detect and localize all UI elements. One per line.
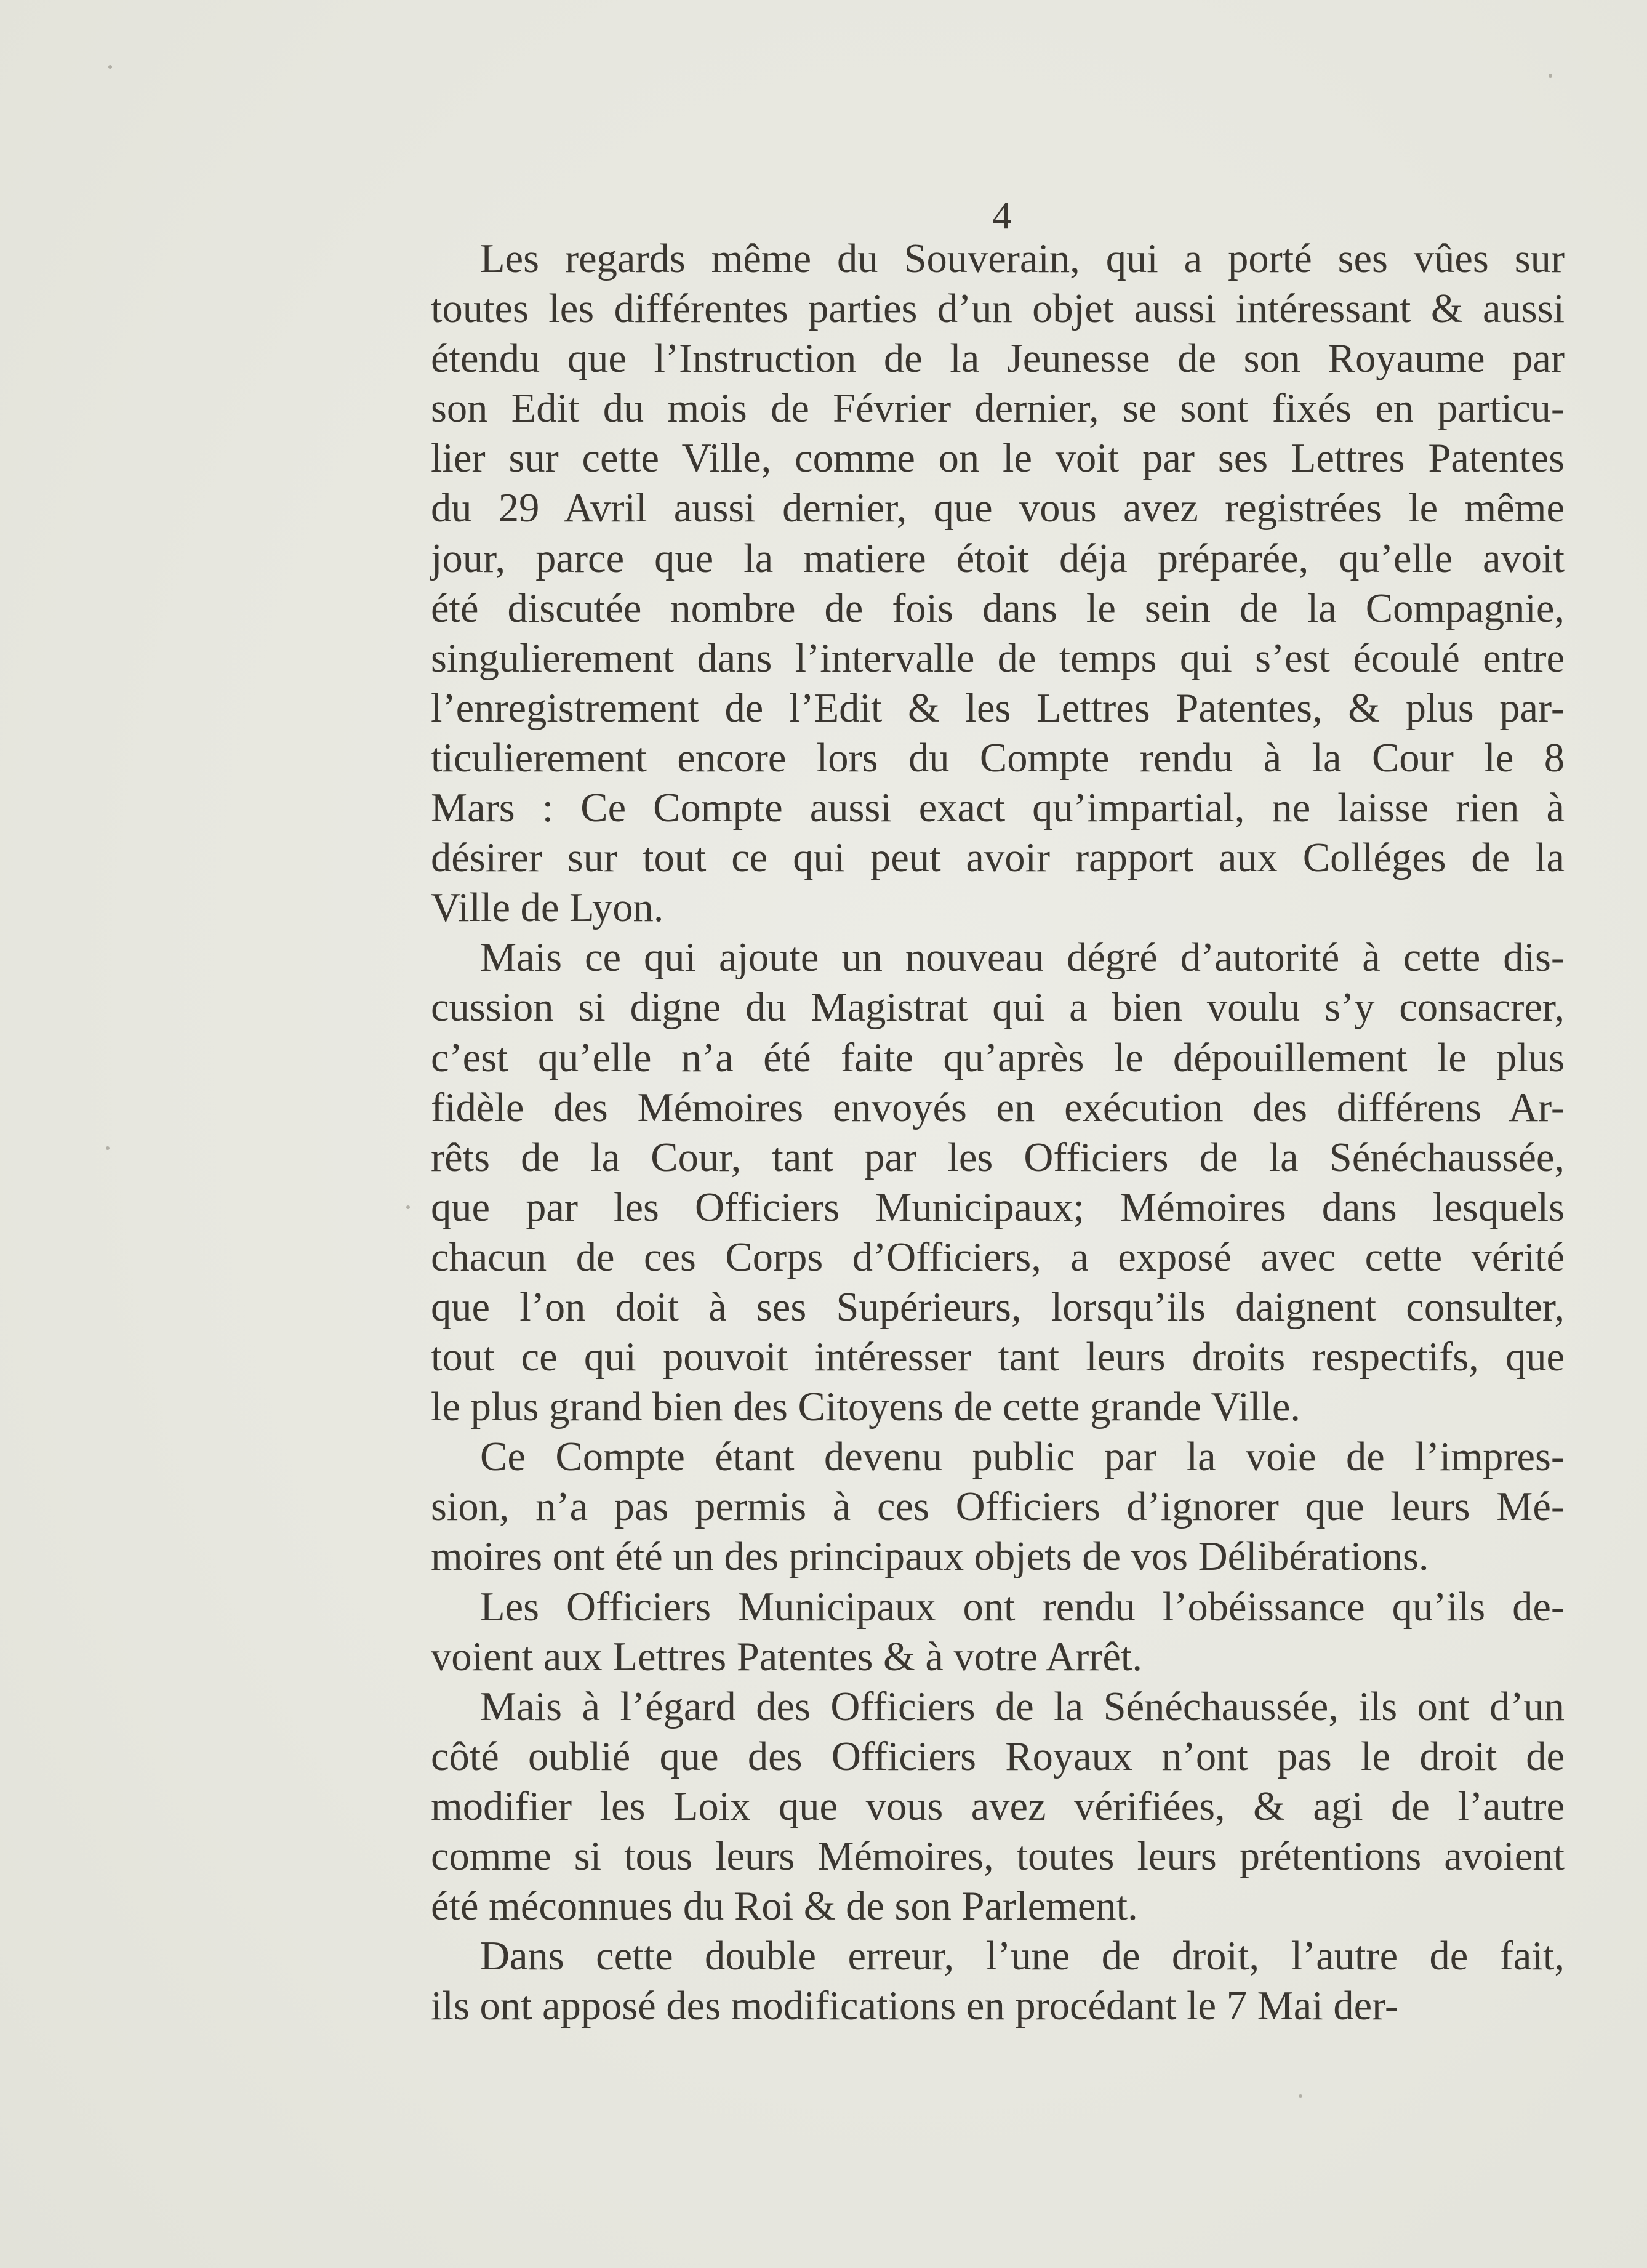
- text-line: c’est qu’elle n’a été faite qu’après le dépouillement le plus: [431, 1035, 1565, 1080]
- text-line: voient aux Lettres Patentes & à votre Arrêt.: [431, 1634, 1142, 1679]
- text-line: toutes les différentes parties d’un objet aussi intéressant & aussi: [431, 286, 1565, 332]
- text-line: du 29 Avril aussi dernier, que vous avez registrées le même: [431, 486, 1565, 531]
- text-line: ils ont apposé des modifications en procédant le 7 Mai der-: [431, 1984, 1399, 2029]
- text-line: été méconnues du Roi & de son Parlement.: [431, 1884, 1138, 1929]
- text-line: le plus grand bien des Citoyens de cette grande Ville.: [431, 1385, 1301, 1430]
- paper-speck: [108, 65, 112, 69]
- text-line: ticulierement encore lors du Compte rendu à la Cour le 8: [431, 735, 1565, 781]
- text-line: singulierement dans l’intervalle de temps qui s’est écoulé entre: [431, 635, 1565, 681]
- page-number: 4: [992, 193, 1012, 237]
- text-line: chacun de ces Corps d’Officiers, a exposé avec cette vérité: [431, 1234, 1565, 1280]
- text-line: été discutée nombre de fois dans le sein de la Compagnie,: [431, 585, 1565, 631]
- text-line: jour, parce que la matiere étoit déja préparée, qu’elle avoit: [431, 536, 1565, 581]
- body-text: [431, 234, 1565, 2031]
- text-line: tout ce qui pouvoit intéresser tant leurs droits respectifs, que: [431, 1335, 1565, 1380]
- paper-speck: [1299, 2094, 1302, 2098]
- text-line: Les regards même du Souverain, qui a porté ses vûes sur: [480, 236, 1565, 281]
- text-line: côté oublié que des Officiers Royaux n’ont pas le droit de: [431, 1734, 1565, 1779]
- text-line: Mars : Ce Compte aussi exact qu’impartial, ne laisse rien à: [431, 786, 1565, 831]
- text-line: modifier les Loix que vous avez vérifiées, & agi de l’autre: [431, 1783, 1565, 1829]
- text-line: fidèle des Mémoires envoyés en exécution des différens Ar-: [431, 1085, 1565, 1130]
- text-line: cussion si digne du Magistrat qui a bien voulu s’y consacrer,: [431, 985, 1565, 1031]
- text-line: Mais ce qui ajoute un nouveau dégré d’autorité à cette dis-: [480, 935, 1565, 981]
- text-line: Dans cette double erreur, l’une de droit, l’autre de fait,: [480, 1934, 1565, 1979]
- text-line: Les Officiers Municipaux ont rendu l’obéissance qu’ils de-: [480, 1584, 1565, 1630]
- text-line: désirer sur tout ce qui peut avoir rapport aux Colléges de la: [431, 835, 1565, 881]
- text-line: l’enregistrement de l’Edit & les Lettres Patentes, & plus par-: [431, 685, 1565, 731]
- text-line: sion, n’a pas permis à ces Officiers d’ignorer que leurs Mé-: [431, 1484, 1565, 1530]
- text-line: étendu que l’Instruction de la Jeunesse de son Royaume par: [431, 336, 1565, 382]
- paper-speck: [406, 1205, 410, 1209]
- text-line: rêts de la Cour, tant par les Officiers de la Sénéchaussée,: [431, 1135, 1565, 1180]
- paper-speck: [106, 1146, 110, 1150]
- text-line: Ville de Lyon.: [431, 885, 664, 931]
- paper-speck: [1549, 74, 1552, 78]
- text-line: que par les Officiers Municipaux; Mémoires dans lesquels: [431, 1184, 1565, 1230]
- text-line: Ce Compte étant devenu public par la voie de l’impres-: [480, 1434, 1565, 1480]
- text-line: que l’on doit à ses Supérieurs, lorsqu’ils daignent consulter,: [431, 1284, 1565, 1330]
- text-line: son Edit du mois de Février dernier, se sont fixés en particu-: [431, 386, 1565, 432]
- text-line: comme si tous leurs Mémoires, toutes leurs prétentions avoient: [431, 1834, 1565, 1879]
- text-line: lier sur cette Ville, comme on le voit par ses Lettres Patentes: [431, 436, 1565, 481]
- text-line: moires ont été un des principaux objets de vos Délibérations.: [431, 1534, 1429, 1580]
- text-line: Mais à l’égard des Officiers de la Sénéchaussée, ils ont d’un: [480, 1684, 1565, 1729]
